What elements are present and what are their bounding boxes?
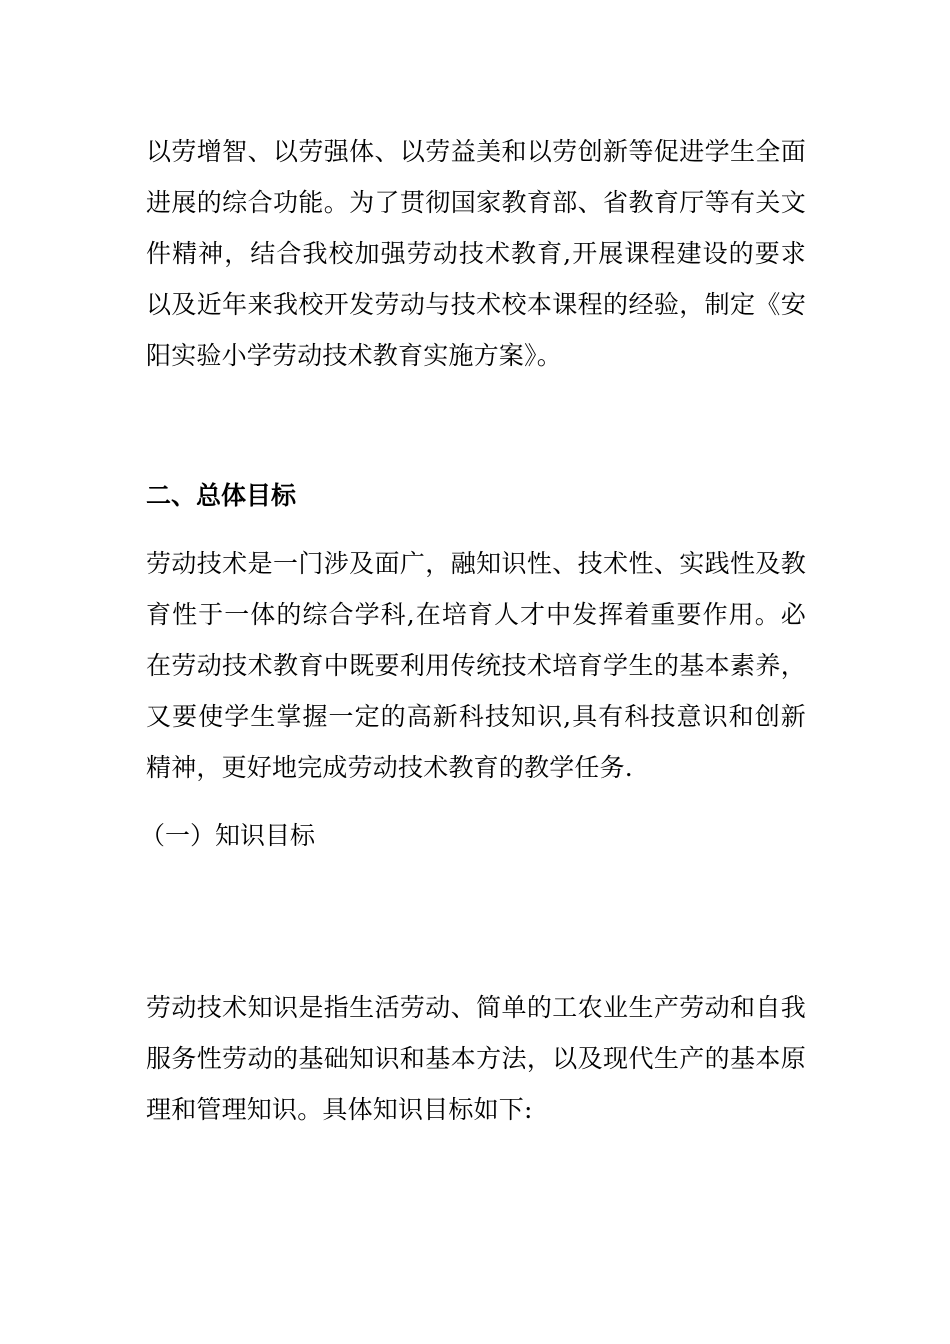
subsection-heading-knowledge-goals: （一）知识目标 (140, 821, 316, 850)
section-heading-overall-goals: 二、总体目标 (146, 481, 297, 510)
body-paragraph-knowledge: 劳动技术知识是指生活劳动、简单的工农业生产劳动和自我服务性劳动的基础知识和基本方法，以及现代生产的基本原理和管理知识。具体知识目标如下: (146, 993, 806, 1124)
body-paragraph-intro: 以劳增智、以劳强体、以劳益美和以劳创新等促进学生全面进展的综合功能。为了贯彻国家教育部、省教育厅等有关文件精神，结合我校加强劳动技术教育,开展课程建设的要求以及近年来我校开发劳动与技术校本课程的经验，制定《安阳实验小学劳动技术教育实施方案》。 (146, 137, 806, 370)
body-paragraph-goals: 劳动技术是一门涉及面广，融知识性、技术性、实践性及教育性于一体的综合学科,在培育人才中发挥着重要作用。必在劳动技术教育中既要利用传统技术培育学生的基本素养，又要使学生掌握一定的高新科技知识,具有科技意识和创新精神，更好地完成劳动技术教育的教学任务. (146, 549, 806, 782)
